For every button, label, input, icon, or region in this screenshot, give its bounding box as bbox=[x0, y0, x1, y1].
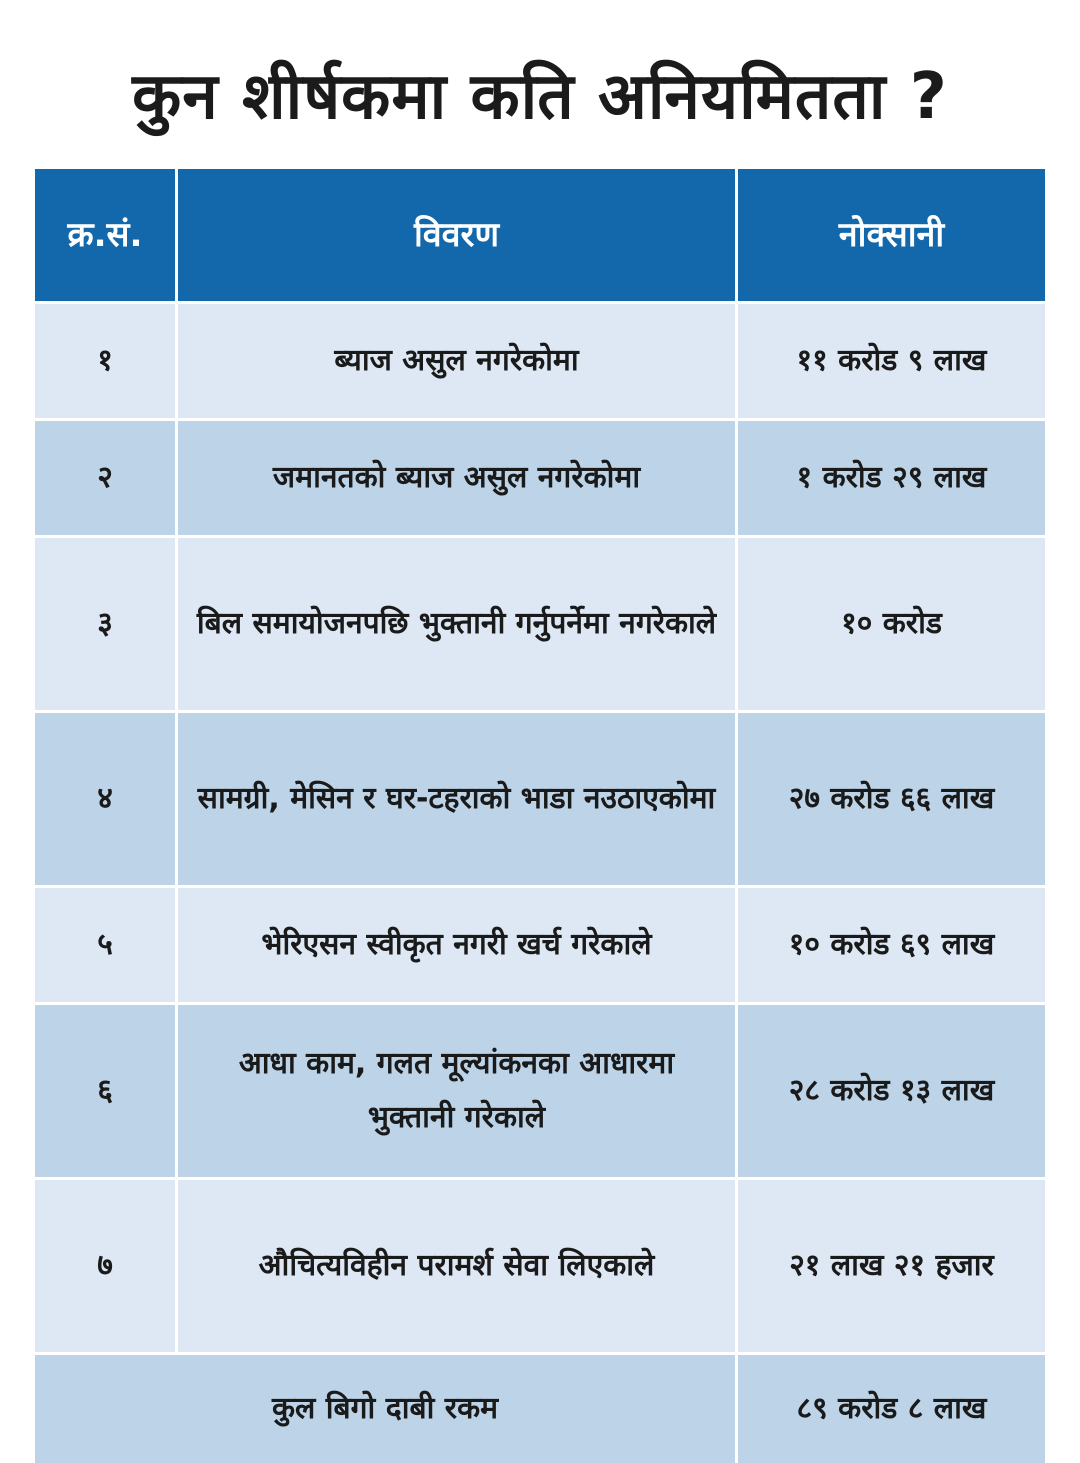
row-1-description: ब्याज असुल नगरेकोमा bbox=[178, 304, 735, 418]
row-5-description: भेरिएसन स्वीकृत नगरी खर्च गरेकाले bbox=[178, 888, 735, 1002]
row-7-loss: २१ लाख २१ हजार bbox=[738, 1180, 1045, 1352]
row-5-sn: ५ bbox=[35, 888, 175, 1002]
row-6-description: आधा काम, गलत मूल्यांकनका आधारमा भुक्तानी गरेकाले bbox=[178, 1005, 735, 1177]
header-loss: नोक्सानी bbox=[738, 169, 1045, 301]
row-4-sn: ४ bbox=[35, 713, 175, 885]
row-2-sn: २ bbox=[35, 421, 175, 535]
total-value: ८९ करोड ८ लाख bbox=[738, 1355, 1045, 1463]
row-5-loss: १० करोड ६९ लाख bbox=[738, 888, 1045, 1002]
row-4-loss: २७ करोड ६६ लाख bbox=[738, 713, 1045, 885]
row-1-loss: ११ करोड ९ लाख bbox=[738, 304, 1045, 418]
row-6-loss: २८ करोड १३ लाख bbox=[738, 1005, 1045, 1177]
row-2-description: जमानतको ब्याज असुल नगरेकोमा bbox=[178, 421, 735, 535]
row-7-description: औचित्यविहीन परामर्श सेवा लिएकाले bbox=[178, 1180, 735, 1352]
total-label: कुल बिगो दाबी रकम bbox=[35, 1355, 735, 1463]
row-6-sn: ६ bbox=[35, 1005, 175, 1177]
irregularity-table bbox=[35, 169, 1045, 1463]
header-sn: क्र.सं. bbox=[35, 169, 175, 301]
row-3-description: बिल समायोजनपछि भुक्तानी गर्नुपर्नेमा नगरेकाले bbox=[178, 538, 735, 710]
row-3-loss: १० करोड bbox=[738, 538, 1045, 710]
page-title: कुन शीर्षकमा कति अनियमितता ? bbox=[132, 60, 948, 134]
row-7-sn: ७ bbox=[35, 1180, 175, 1352]
row-3-sn: ३ bbox=[35, 538, 175, 710]
row-1-sn: १ bbox=[35, 304, 175, 418]
row-4-description: सामग्री, मेसिन र घर-टहराको भाडा नउठाएकोमा bbox=[178, 713, 735, 885]
header-description: विवरण bbox=[178, 169, 735, 301]
row-2-loss: १ करोड २९ लाख bbox=[738, 421, 1045, 535]
